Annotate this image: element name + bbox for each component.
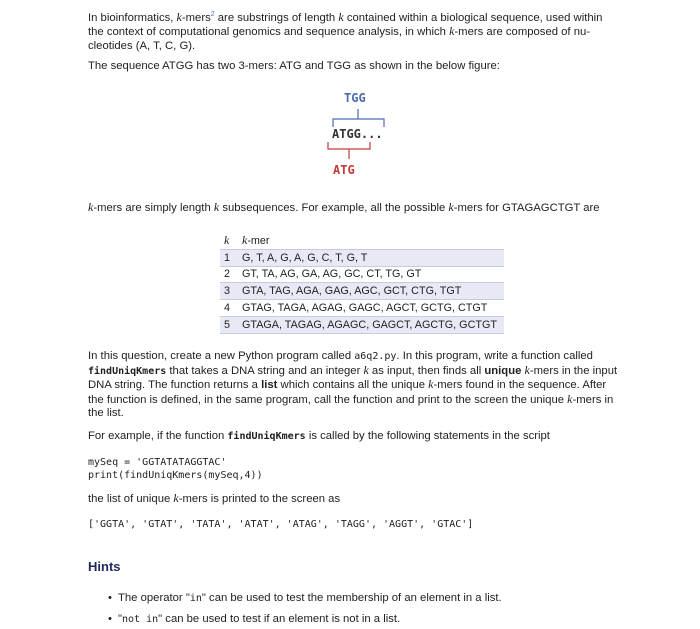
text: -mers is printed to the screen as: [178, 493, 341, 505]
sequence-ellipsis: ...: [360, 127, 383, 141]
text: DNA string. The function returns a: [88, 379, 262, 392]
trimer-bottom: ATG: [333, 163, 355, 177]
kmer-table: [220, 233, 504, 334]
k-symbol: k: [448, 200, 454, 214]
k-symbol: k: [338, 9, 344, 24]
intro-paragraph: [88, 8, 636, 54]
result-intro: [88, 492, 636, 507]
row-kmers: GT, TA, AG, GA, AG, GC, CT, TG, GT: [238, 266, 504, 283]
k-symbol: k: [173, 491, 179, 505]
table-row: [220, 283, 504, 300]
text: -mers in: [572, 393, 614, 406]
hints-heading: Hints: [88, 559, 121, 574]
bullet-icon: •: [108, 613, 112, 625]
k-symbol: k: [449, 24, 455, 39]
header-k: [220, 233, 238, 249]
table-row: [220, 300, 504, 317]
k-symbol: k: [363, 362, 369, 377]
kmer-example-line: [88, 201, 636, 216]
question-paragraph: [88, 350, 636, 421]
text: the function is defined, in the same program, call the function and print to the screen the unique: [88, 393, 568, 406]
code-inline: not in: [122, 614, 159, 625]
emphasis: list: [261, 379, 278, 392]
row-k: 5: [220, 316, 238, 333]
figure-intro-text: The sequence ATGG has two 3-mers: ATG and TGG as shown in the below figure:: [88, 60, 500, 72]
table-row: [220, 266, 504, 283]
text: the list of unique: [88, 493, 174, 505]
k-symbol: k: [176, 9, 182, 24]
text: " can be used to test if an element is not in a list.: [158, 613, 401, 625]
row-kmers: GTAGA, TAGAG, AGAGC, GAGCT, AGCTG, GCTGT: [238, 316, 504, 333]
text: as input, then finds all: [368, 364, 485, 377]
intro-text: -mers are composed of nu-: [454, 26, 591, 39]
code-inline: in: [189, 593, 202, 604]
text: -mers are simply length: [93, 202, 214, 214]
intro-text: cleotides (A, T, C, G).: [88, 39, 196, 52]
code-block: [88, 456, 636, 482]
k-symbol: k: [567, 391, 573, 406]
text: For example, if the function: [88, 430, 228, 442]
intro-text: contained within a biological sequence, used within: [343, 11, 603, 24]
text: -mers in the input: [529, 364, 618, 377]
kmer-figure: [300, 85, 420, 185]
header-label: -mer: [247, 235, 270, 248]
row-k: 2: [220, 266, 238, 283]
row-kmers: G, T, A, G, A, G, C, T, G, T: [238, 249, 504, 266]
k-symbol: k: [428, 377, 434, 392]
text: which contains all the unique: [277, 379, 429, 392]
text: The operator ": [118, 592, 190, 604]
k-symbol: k: [524, 362, 530, 377]
function-name: findUniqKmers: [227, 431, 306, 442]
text: -mers found in the sequence. After: [433, 379, 607, 392]
table-row: [220, 249, 504, 266]
hint-item: [108, 613, 400, 625]
text: . In this program, write a function called: [396, 350, 593, 362]
emphasis: unique: [484, 364, 522, 377]
example-intro: [88, 430, 636, 444]
k-symbol: k: [224, 233, 230, 248]
text: ": [118, 613, 123, 625]
text: that takes a DNA string and an integer: [166, 364, 364, 377]
text: -mers for GTAGAGCTGT are: [453, 202, 600, 214]
code-line: mySeq = 'GGTATATAGGTAC': [88, 457, 227, 468]
text: subsequences. For example, all the possible: [219, 202, 449, 214]
text: In this question, create a new Python program called: [88, 350, 355, 362]
header-kmer: [238, 233, 504, 249]
row-k: 4: [220, 300, 238, 317]
hint-item: [108, 592, 502, 604]
filename: a6q2.py: [354, 351, 397, 362]
row-kmers: GTA, TAG, AGA, GAG, AGC, GCT, CTG, TGT: [238, 283, 504, 300]
intro-text: the context of computational genomics and sequence analysis, in which: [88, 26, 450, 39]
k-symbol: k: [242, 233, 248, 248]
text: the list.: [88, 407, 124, 420]
intro-text: In bioinformatics,: [88, 11, 177, 24]
output-line: ['GGTA', 'GTAT', 'TATA', 'ATAT', 'ATAG', 'TAGG', 'AGGT', 'GTAC']: [88, 519, 474, 530]
code-line: print(findUniqKmers(mySeq,4)): [88, 470, 263, 481]
k-symbol: k: [213, 200, 220, 214]
row-kmers: GTAG, TAGA, AGAG, GAGC, AGCT, GCTG, CTGT: [238, 300, 504, 317]
row-k: 1: [220, 249, 238, 266]
intro-text: -mers: [181, 11, 211, 24]
trimer-top: TGG: [344, 91, 366, 105]
footnote-ref[interactable]: 2: [210, 11, 215, 18]
table-row: [220, 316, 504, 333]
text: is called by the following statements in the script: [305, 430, 550, 442]
intro-text: are substrings of length: [214, 11, 339, 24]
table-header-row: [220, 233, 504, 249]
k-symbol: k: [88, 200, 94, 214]
bullet-icon: •: [108, 592, 112, 604]
sequence-atgg: [332, 127, 383, 141]
row-k: 3: [220, 283, 238, 300]
sequence-text: ATGG: [332, 127, 361, 141]
text: " can be used to test the membership of an element in a list.: [201, 592, 502, 604]
function-name: findUniqKmers: [88, 365, 167, 377]
